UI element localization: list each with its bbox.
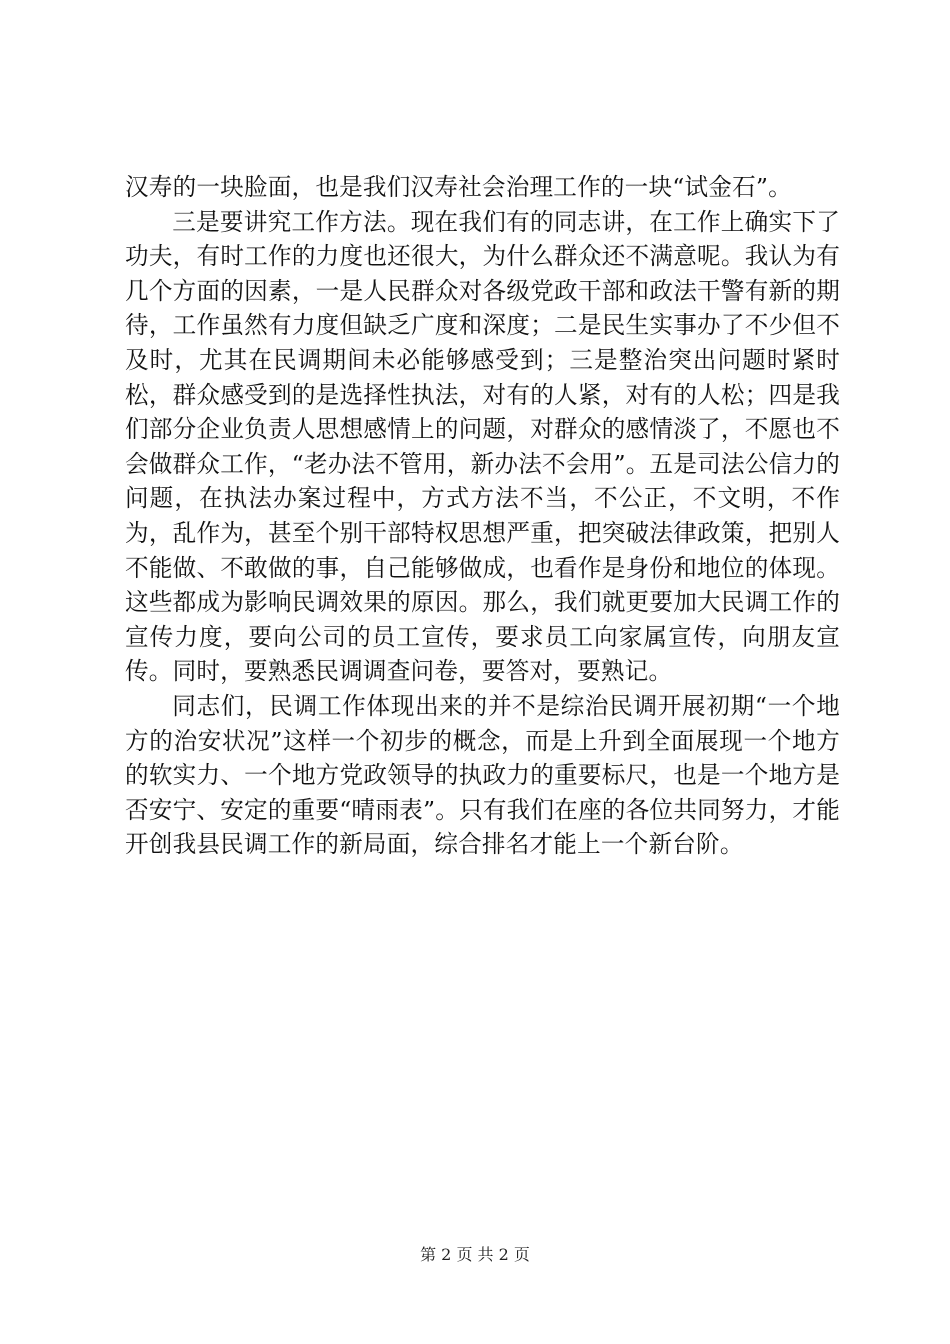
paragraph-conclusion: 同志们，民调工作体现出来的并不是综治民调开展初期“一个地方的治安状况”这样一个初步的概念，而是上升到全面展现一个地方的软实力、一个地方党政领导的执政力的重要标尺，也是一个地方是否安宁、安定的重要“晴雨表”。只有我们在座的各位共同努力，才能开创我县民调工作的新局面，综合排名才能上一个新台阶。 — [125, 691, 840, 859]
paragraph-continuation: 汉寿的一块脸面，也是我们汉寿社会治理工作的一块“试金石”。 — [125, 173, 792, 201]
paragraph-work-methods: 三是要讲究工作方法。现在我们有的同志讲，在工作上确实下了功夫，有时工作的力度也还很大，为什么群众还不满意呢。我认为有几个方面的因素，一是人民群众对各级党政干部和政法干警有新的期待，工作虽然有力度但缺乏广度和深度；二是民生实事办了不少但不及时，尤其在民调期间未必能够感受到；三是整治突出问题时紧时松，群众感受到的是选择性执法，对有的人紧，对有的人松；四是我们部分企业负责人思想感情上的问题，对群众的感情淡了，不愿也不会做群众工作，“老办法不管用，新办法不会用”。五是司法公信力的问题，在执法办案过程中，方式方法不当，不公正，不文明，不作为，乱作为，甚至个别干部特权思想严重，把突破法律政策，把别人不能做、不敢做的事，自己能够做成，也看作是身份和地位的体现。这些都成为影响民调效果的原因。那么，我们就更要加大民调工作的宣传力度，要向公司的员工宣传，要求员工向家属宣传，向朋友宣传。同时，要熟悉民调调查问卷，要答对，要熟记。 — [125, 207, 840, 686]
document-body — [125, 170, 840, 862]
page-number-footer: 第 2 页 共 2 页 — [420, 1245, 530, 1264]
